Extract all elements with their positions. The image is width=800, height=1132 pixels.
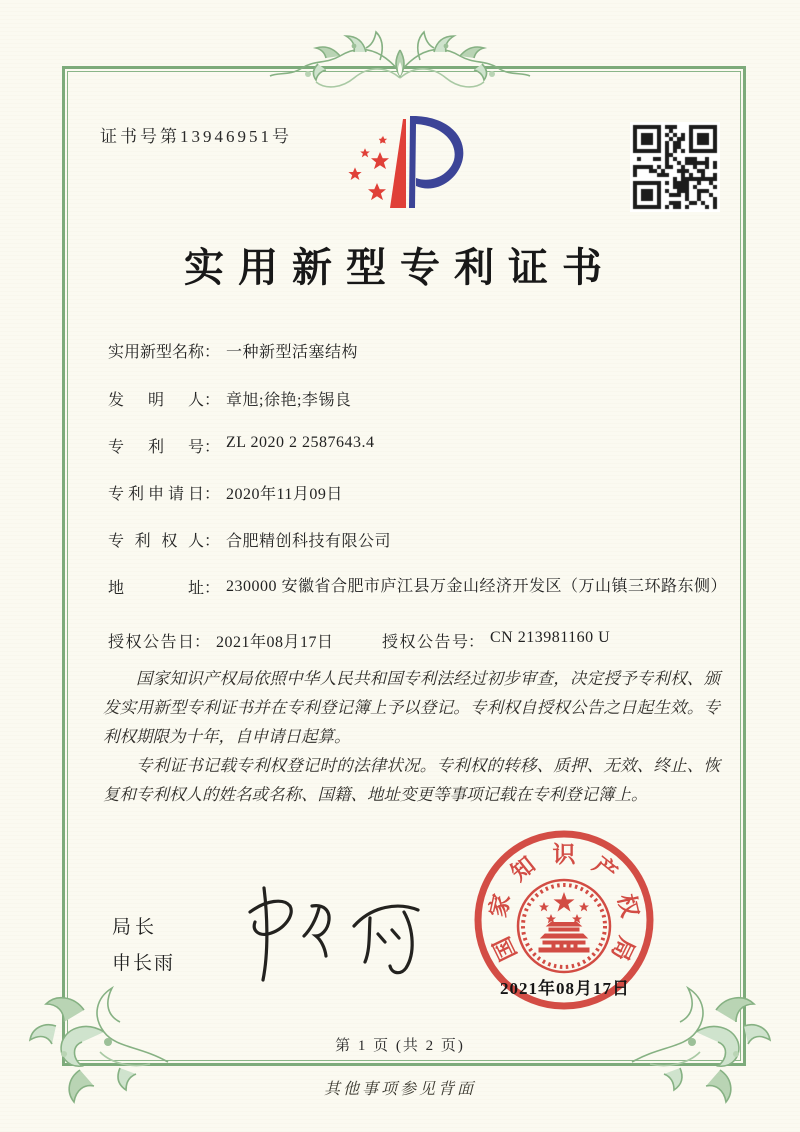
svg-text:识: 识 bbox=[552, 841, 576, 868]
field-label: 地址 bbox=[108, 580, 204, 597]
cnipa-logo bbox=[332, 104, 492, 239]
field-label: 实用新型名称 bbox=[108, 344, 205, 361]
field-label: 专利申请日 bbox=[108, 486, 204, 503]
legal-paragraph-2: 专利证书记载专利权登记时的法律状况。专利权的转移、质押、无效、终止、恢复和专利权人的姓名或名称、国籍、地址变更等事项记载在专利登记簿上。 bbox=[103, 756, 720, 804]
field-value: 章旭;徐艳;李锡良 bbox=[226, 392, 352, 409]
field-value: ZL 2020 2 2587643.4 bbox=[226, 434, 375, 451]
field-label: 授权公告日 bbox=[108, 634, 194, 651]
field-label: 授权公告号 bbox=[382, 634, 468, 651]
colon: ： bbox=[204, 392, 221, 409]
page-number: 第 1 页 (共 2 页) bbox=[335, 1038, 465, 1054]
colon: ： bbox=[204, 486, 221, 503]
svg-text:国: 国 bbox=[488, 932, 522, 965]
field-value: 合肥精创科技有限公司 bbox=[226, 533, 392, 550]
certificate-title: 实用新型专利证书 bbox=[184, 245, 616, 290]
legal-text bbox=[103, 664, 720, 809]
colon: ： bbox=[468, 634, 485, 651]
seal-national-emblem bbox=[518, 880, 610, 972]
director-title: 局长 bbox=[112, 917, 159, 938]
colon: ： bbox=[204, 344, 221, 361]
field-row-patent-number bbox=[108, 434, 374, 457]
svg-text:知: 知 bbox=[505, 851, 540, 886]
field-value: 2020年11月09日 bbox=[226, 486, 343, 503]
field-label: 专利号 bbox=[108, 439, 204, 456]
colon: ： bbox=[204, 580, 221, 597]
seal-date: 2021年08月17日 bbox=[500, 979, 630, 998]
field-row-address bbox=[108, 575, 741, 598]
legal-paragraph-1: 国家知识产权局依照中华人民共和国专利法经过初步审查，决定授予专利权、颁发实用新型专利证书并在专利登记簿上予以登记。专利权自授权公告之日起生效。专利权期限为十年，自申请日起算。 bbox=[103, 669, 720, 746]
field-label: 发明人 bbox=[108, 392, 204, 409]
field-row-grant-date bbox=[108, 629, 334, 652]
top-flourish-ornament bbox=[268, 16, 532, 100]
footer-note: 其他事项参见背面 bbox=[323, 1081, 476, 1098]
svg-text:权: 权 bbox=[613, 891, 644, 920]
colon: ： bbox=[204, 439, 221, 456]
field-value: 2021年08月17日 bbox=[216, 634, 334, 651]
logo-p-mark bbox=[390, 116, 463, 208]
field-value: CN 213981160 U bbox=[490, 629, 611, 646]
logo-stars bbox=[348, 136, 389, 200]
field-value: 230000 安徽省合肥市庐江县万金山经济开发区（万山镇三环路东侧） bbox=[226, 578, 728, 595]
field-row-patentee bbox=[108, 528, 391, 551]
certificate-number: 证书号第13946951号 bbox=[100, 127, 292, 146]
field-row-utility-model-name bbox=[108, 339, 358, 362]
colon: ： bbox=[194, 634, 211, 651]
qr-code bbox=[630, 122, 720, 212]
field-row-grant-number bbox=[382, 629, 610, 652]
field-row-inventors bbox=[108, 387, 351, 410]
director-signature bbox=[222, 878, 437, 986]
field-value: 一种新型活塞结构 bbox=[226, 344, 359, 361]
colon: ： bbox=[204, 533, 221, 550]
field-row-filing-date bbox=[108, 481, 343, 504]
svg-text:局: 局 bbox=[606, 932, 640, 965]
director-name: 申长雨 bbox=[112, 953, 176, 974]
field-label: 专利权人 bbox=[108, 533, 204, 550]
svg-text:家: 家 bbox=[484, 891, 515, 920]
svg-text:产: 产 bbox=[588, 851, 623, 886]
